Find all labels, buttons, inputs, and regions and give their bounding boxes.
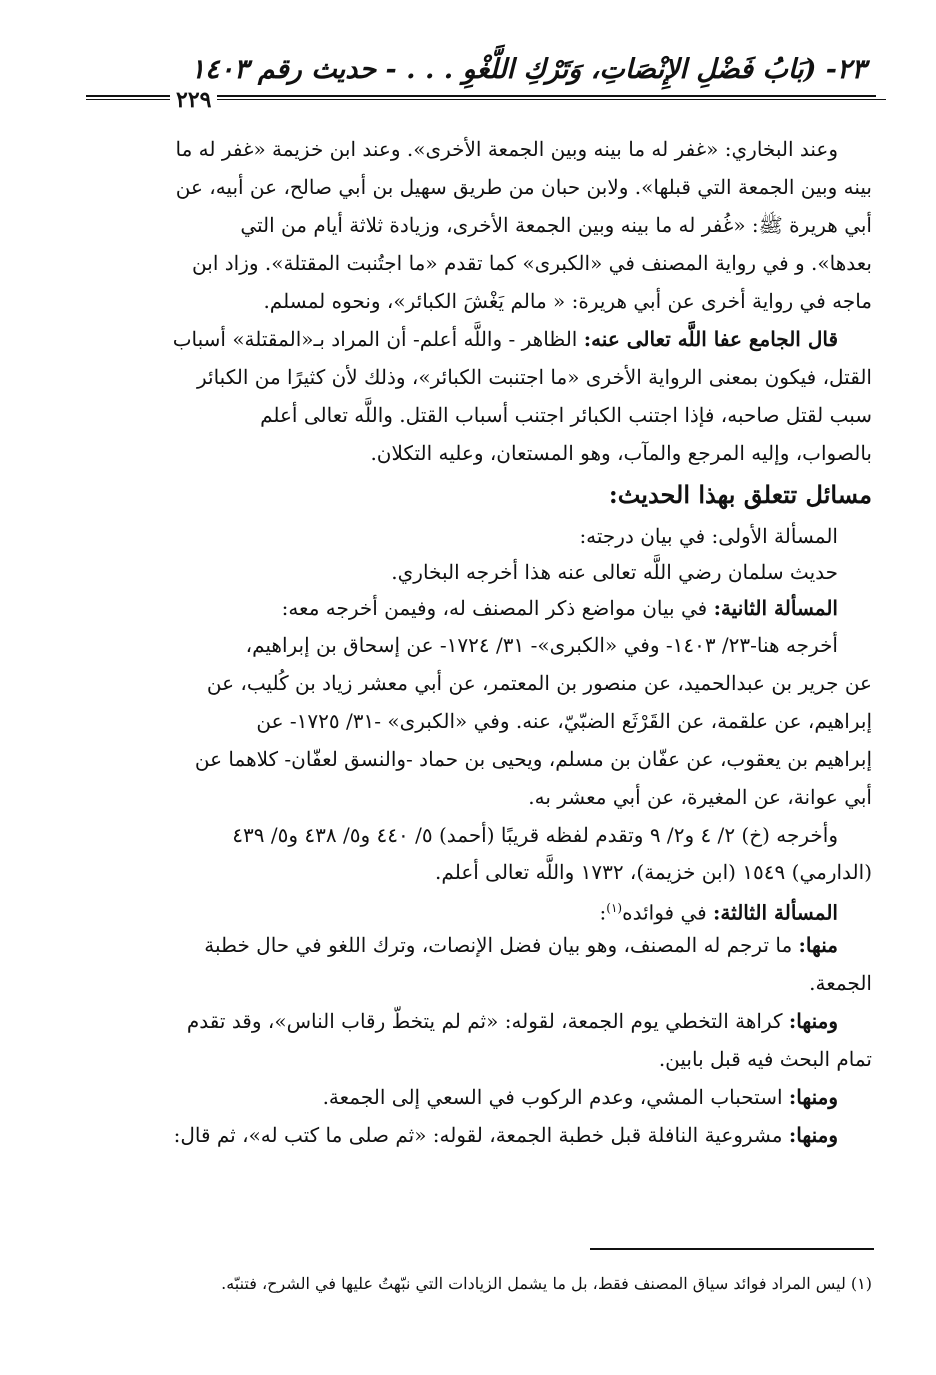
section-heading: مسائل تتعلق بهذا الحديث: <box>608 480 872 509</box>
page-body <box>86 130 872 1154</box>
issue-1 <box>86 518 872 590</box>
issue-3 <box>86 890 872 1154</box>
text-line <box>86 1002 872 1040</box>
text-line: الجمعة. <box>809 971 872 995</box>
text-line: بالصواب، وإليه المرجع والمآب، وهو المستعان، وعليه التكلان. <box>370 441 872 465</box>
text-line: عن جرير بن عبدالحميد، عن منصور بن المعتمر، عن أبي معشر زياد بن كُليب، عن <box>206 671 872 695</box>
text-line: إبراهيم بن يعقوب، عن عفّان بن مسلم، ويحيى بن حماد -والنسق لعفّان- كلاهما عن <box>194 747 872 771</box>
comment-lead: قال الجامع عفا اللَّه تعالى عنه: <box>583 327 838 351</box>
issue-label: المسألة الثالثة: <box>713 900 838 925</box>
text-line: ماجه في رواية أخرى عن أبي هريرة: « مالم يَغْشَ الكبائر»، ونحوه لمسلم. <box>263 289 872 313</box>
text-line: تمام البحث فيه قبل بابين. <box>658 1047 872 1071</box>
benefit-text: مشروعية النافلة قبل خطبة الجمعة، لقوله: «ثم صلى ما كتب له»، ثم قال: <box>173 1123 783 1147</box>
text-line <box>86 1116 872 1154</box>
text-line: أبي هريرة ﷺ: «غُفر له ما بينه وبين الجمعة الأخرى، وزيادة ثلاثة أيام من التي <box>240 213 872 237</box>
benefit-lead: ومنها: <box>788 1123 838 1147</box>
text-line: أبي عوانة، عن المغيرة، عن أبي معشر به. <box>528 785 872 809</box>
benefit-text: ما ترجم له المصنف، وهو بيان فضل الإنصات، وترك اللغو في حال خطبة <box>204 933 793 957</box>
issue-title: في بيان مواضع ذكر المصنف له، وفيمن أخرجه معه: <box>281 596 714 620</box>
text-line <box>86 1078 872 1116</box>
benefit-text: كراهة التخطي يوم الجمعة، لقوله: «ثم لم يتخطّ رقاب الناس»، وقد تقدم <box>186 1009 783 1033</box>
benefit-lead: ومنها: <box>788 1009 838 1033</box>
paragraph-hadith-variants <box>86 130 872 320</box>
text-line: بينه وبين الجمعة التي قبلها». ولابن حبان من طريق سهيل بن أبي صالح، عن أبيه، عن <box>175 175 872 199</box>
text-line <box>86 926 872 964</box>
text-line: القتل، فيكون بمعنى الرواية الأخرى «ما اجتنبت الكبائر»، وذلك لأن كثيرًا من الكبائر <box>196 365 872 389</box>
page-number: ٢٢٩ <box>170 87 217 113</box>
issue-2 <box>86 590 872 890</box>
text-line: إبراهيم، عن علقمة، عن القَرْثَع الضبّيّ، عنه. وفي «الكبرى» -٣١/ ١٧٢٥- عن <box>256 709 872 733</box>
issue-title: في بيان درجته: <box>579 524 712 548</box>
text-line: وأخرجه (خ) ٢/ ٤ و٢/ ٩ وتقدم لفظه قريبًا (أحمد) ٥/ ٤٤٠ و٥/ ٤٣٨ و٥/ ٤٣٩ <box>232 823 838 847</box>
comment-text: الظاهر - واللَّه أعلم- أن المراد بـ«المقتلة» أسباب <box>172 327 584 351</box>
text-line <box>86 890 872 926</box>
text-line: بعدها». و في رواية المصنف في «الكبرى» كما تقدم «ما اجتُنبت المقتلة». وزاد ابن <box>192 251 872 275</box>
benefit-text: استحباب المشي، وعدم الركوب في السعي إلى الجمعة. <box>322 1085 783 1109</box>
text-line <box>86 320 872 358</box>
benefit-lead: ومنها: <box>788 1085 838 1109</box>
text-line: (الدارمي) ١٥٤٩ (ابن خزيمة)، ١٧٣٢ واللَّه تعالى أعلم. <box>435 860 872 884</box>
issue-label: المسألة الثانية: <box>713 596 838 620</box>
issue-title: في فوائده <box>622 900 714 925</box>
paragraph-compiler-comment <box>86 320 872 472</box>
benefit-lead: منها: <box>798 933 838 957</box>
footnote-ref: (١) <box>606 901 623 915</box>
text-line <box>86 590 872 626</box>
text-line: أخرجه هنا-٢٣/ ١٤٠٣- وفي «الكبرى»- ٣١/ ١٧٢٤- عن إسحاق بن إبراهيم، <box>245 633 838 657</box>
footnote-separator <box>590 1248 874 1250</box>
issue-label: المسألة الأولى: <box>711 524 838 548</box>
issue-title-end: : <box>599 900 607 925</box>
text-line: وعند البخاري: «غفر له ما بينه وبين الجمعة الأخرى». وعند ابن خزيمة «غفر له ما <box>175 137 838 161</box>
text-line: سبب لقتل صاحبه، فإذا اجتنب الكبائر اجتنب أسباب القتل. واللَّه تعالى أعلم <box>260 403 872 427</box>
footnote: (١) ليس المراد فوائد سياق المصنف فقط، بل ما يشمل الزيادات التي نبّهتُ عليها في الشرح، فتنبّه. <box>221 1274 872 1293</box>
running-header-title: ٢٣- (بَابُ فَضْلِ الإِنْصَاتِ، وَتَرْكِ اللَّغْوِ . . . - حديث رقم ١٤٠٣ <box>190 54 866 85</box>
text-line: حديث سلمان رضي اللَّه تعالى عنه هذا أخرجه البخاري. <box>391 560 838 584</box>
text-line <box>86 518 872 554</box>
